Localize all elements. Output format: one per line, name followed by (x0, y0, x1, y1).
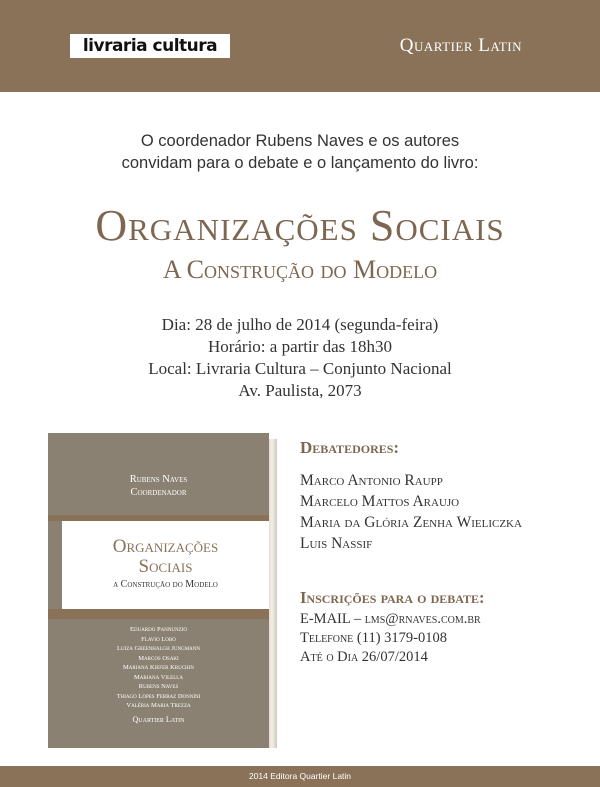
book-cover-title-line-1: Organizações (112, 536, 219, 557)
livraria-cultura-logo (70, 34, 230, 58)
book-cover-author-item: Luiza Greenhalgh Jungmann (116, 645, 201, 652)
event-place: Local: Livraria Cultura – Conjunto Nacional (148, 359, 452, 378)
book-cover-author-item: Thiago Lopes Ferraz Donnini (116, 692, 201, 700)
book-cover-title (62, 537, 269, 577)
debater-item: Luis Nassif (300, 535, 373, 552)
book-cover-author (48, 473, 269, 499)
registration-contact (300, 610, 481, 667)
registration-deadline: Até o Dia 26/07/2014 (300, 649, 428, 665)
debater-item: Marco Antonio Raupp (300, 472, 443, 489)
invitation-line-1: O coordenador Rubens Naves e os autores (140, 132, 460, 150)
book-cover-stripe-bottom (48, 609, 269, 619)
book-cover-title-line-2: Sociais (138, 556, 193, 577)
header-bar (0, 0, 600, 92)
book-cover-author-item: Valéria Maria Trezza (126, 702, 191, 709)
footer-text: 2014 Editora Quartier Latin (248, 771, 352, 781)
debaters-list (300, 470, 590, 554)
book-cover-author-item: Marcos Osaki (138, 654, 179, 662)
book-cover-image (48, 433, 269, 748)
event-time: Horário: a partir das 18h30 (207, 337, 393, 356)
event-date: Dia: 28 de julho de 2014 (segunda-feira) (161, 315, 439, 334)
book-cover-publisher: Quartier Latin (132, 715, 185, 724)
details-column (300, 438, 590, 665)
invitation-line-2: convidam para o debate e o lançamento do livro: (121, 154, 479, 172)
book-cover-author-item: Eduardo Pannunzio (130, 626, 187, 633)
book-cover-author-item: Mariana Kiefer Kruchin (123, 664, 194, 671)
invitation-text (0, 130, 600, 174)
debater-item: Maria da Glória Zenha Wieliczka (300, 514, 522, 531)
book-subtitle: A Construção do Modelo (162, 255, 438, 284)
event-address: Av. Paulista, 2073 (238, 381, 362, 400)
book-cover-authors-list (48, 625, 269, 711)
registration-heading: Inscrições para o debate: (300, 588, 485, 607)
registration-phone: Telefone (11) 3179-0108 (300, 630, 447, 646)
event-details (0, 314, 600, 402)
debaters-heading: Debatedores: (300, 438, 400, 457)
book-cover-subtitle: a Construção do Modelo (113, 579, 218, 590)
registration-email: E-MAIL – lms@rnaves.com.br (300, 611, 481, 627)
book-title: Organizações Sociais (95, 201, 505, 250)
livraria-cultura-logo-text: livraria cultura (82, 36, 218, 56)
debater-item: Marcelo Mattos Araujo (300, 493, 460, 510)
book-cover-author-name: Rubens Naves (129, 474, 188, 485)
book-cover-author-item: Rubens Naves (138, 683, 179, 690)
footer-bar (0, 766, 600, 787)
quartier-latin-logo: Quartier Latin (399, 35, 522, 56)
book-cover-author-item: Mariana Vilella (134, 673, 183, 681)
book-cover-author-role: Coordenador (130, 487, 187, 498)
book-cover-author-item: Flavio Lobo (141, 635, 176, 643)
